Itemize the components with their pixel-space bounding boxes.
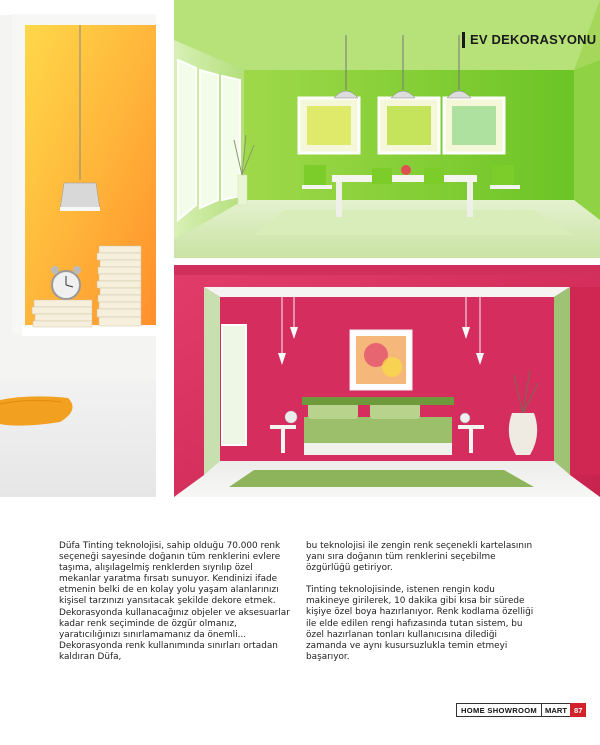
issue-month: MART [542,703,570,717]
pink-bedroom-photo [174,265,600,497]
article-paragraph: Tinting teknolojisinde, istenen rengin kodu makineye girilerek, 10 dakika gibi kısa bir sürede kişiye özel boya hazırlanıyor. Renk kodlama özelliği ile elde edilen rengi hafızasında tutan sistem, bu özel hazırlanan tonları kullanıcısına dilediği zamanda ve aynı kusursuzlukla temin etmeyi başarıyor. [306,585,534,662]
article-column-1 [59,541,291,674]
article-paragraph: bu teknolojisi ile zengin renk seçenekli kartelasının yanı sıra doğanın tüm renklerini seçebilme özgürlüğü getiriyor. [306,541,533,574]
magazine-name: HOME SHOWROOM [456,703,542,717]
yellow-niche-photo [0,0,156,497]
page-footer [456,703,586,717]
article-column-2 [306,541,538,674]
article-paragraph: Düfa Tinting teknolojisi, sahip olduğu 70.000 renk seçeneği sayesinde doğanın tüm renklerini evlere taşıma, alışılagelmiş renklerden sıyrılıp özel mekanlar yaratma fırsatı sunuyor. Kendinizi ifade etmenin belki de en kolay yolu yaşam alanlarınızı kişisel tarzınızı yansıtacak şekilde dekore etmek. Dekorasyonda kullanacağınız objeler ve aksesuarlar kadar renk seçiminde de özgür olmanız, yaratıcılığınızı sınırlamamanız da önemli... Dekorasyonda renk kullanımında sınırları ortadan kaldıran Düfa, [59,541,290,662]
section-title: EV DEKORASYONU [462,32,600,48]
page-number: 87 [570,703,586,717]
